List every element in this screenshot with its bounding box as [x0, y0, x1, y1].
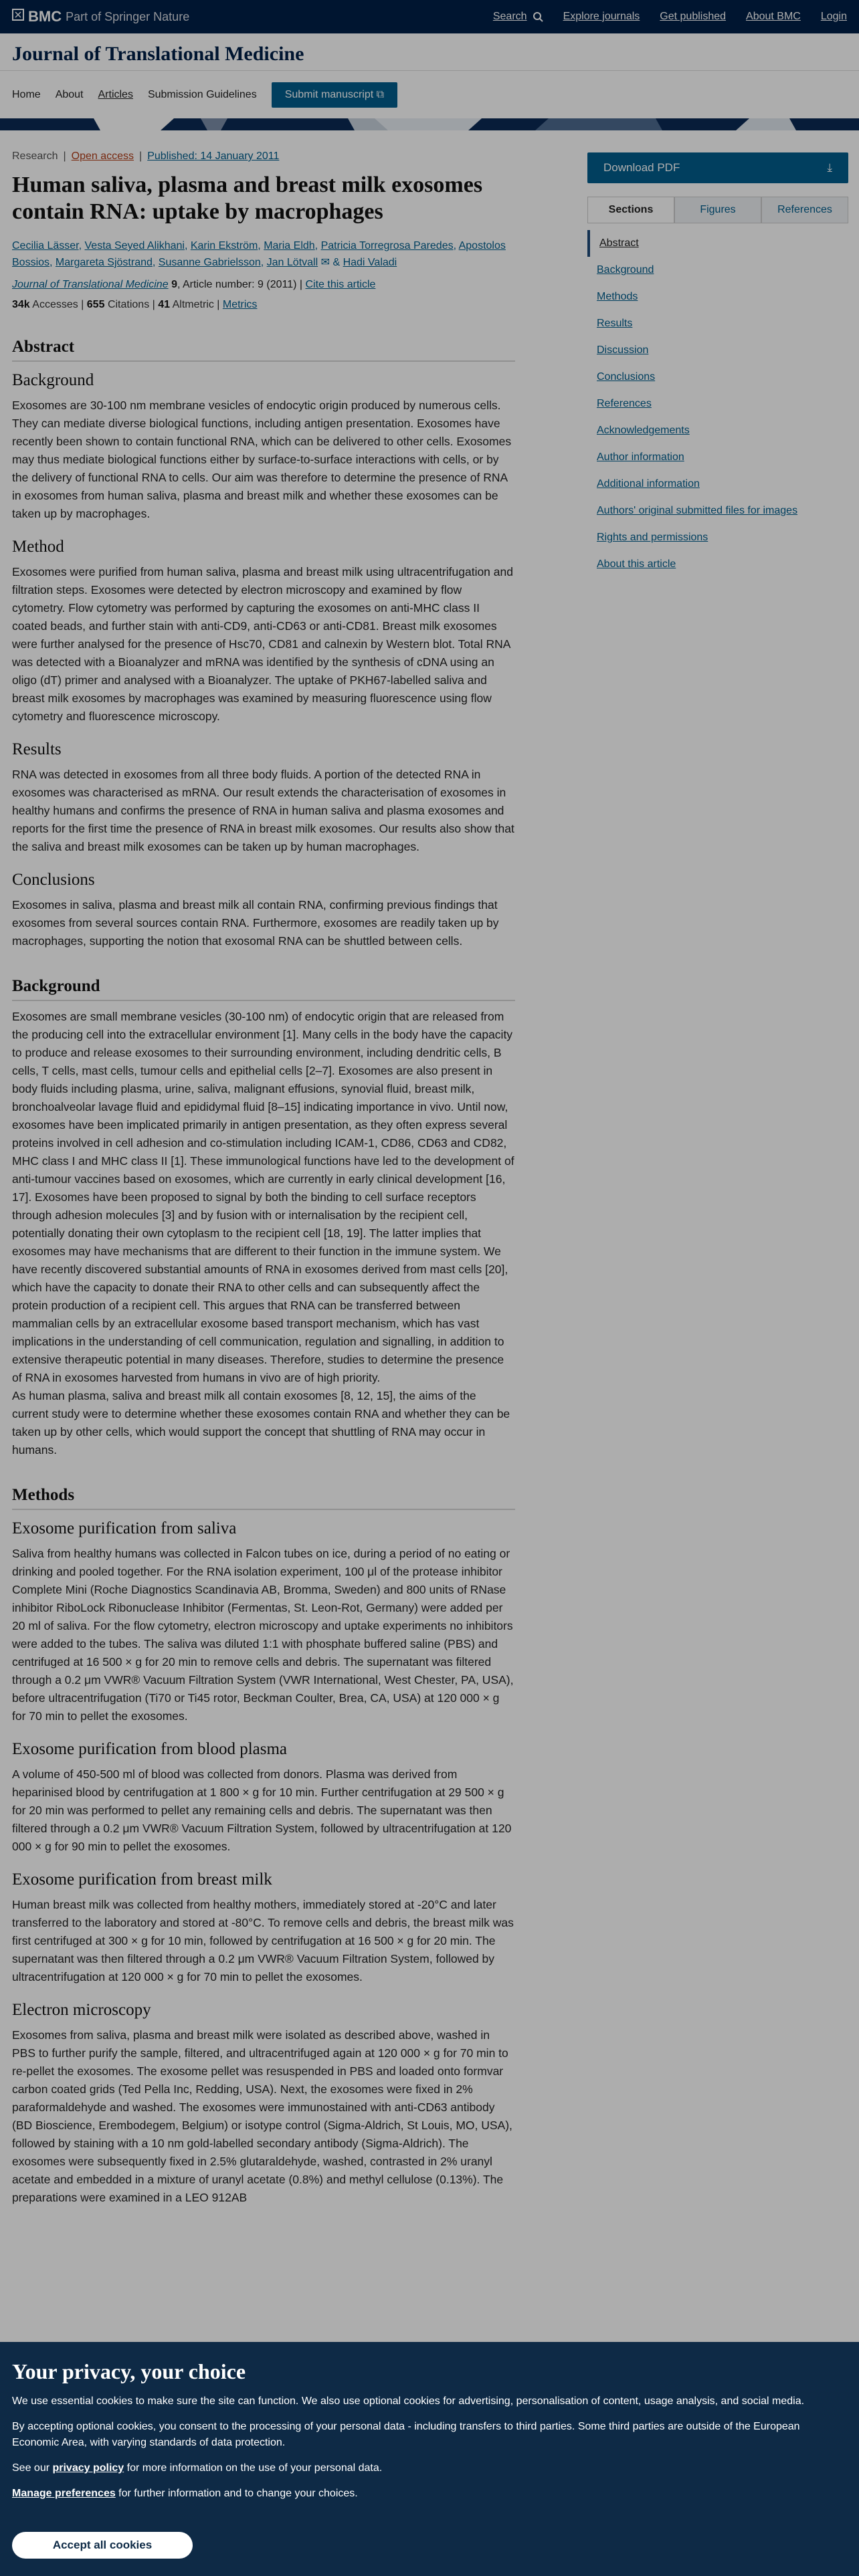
cookie-text-1: We use essential cookies to make sure the site can function. We also use optional cookies for advertising, personalisation of content, usage analysis, and social media.: [12, 2395, 805, 2407]
separator: |: [139, 150, 142, 162]
author-link[interactable]: Jan Lötvall: [266, 257, 318, 268]
logo-mark-icon: [12, 9, 24, 25]
search-label: Search: [492, 11, 527, 22]
abstract-method-text: Exosomes were purified from human saliva, plasma and breast milk using ultracentrifugation and filtration steps. Exosomes were detected by electron microscopy and examined by flow cytometry. Flow cytometry was performed by capturing the exosomes on anti-MHC class II coated beads, and further stain with anti-CD9, anti-CD63 or anti-CD81. Breast milk exosomes were further analysed for the presence of Hsc70, CD81 and calnexin by Western blot. Total RNA was detected with a Bioanalyzer and mRNA was identified by the synthesis of cDNA using an oligo (dT) primer and analysed with a Bioanalyzer. The uptake of PKH67-labelled saliva and breast milk exosomes by macrophages was examined by measuring fluorescence using flow cytometry and fluorescence microscopy.: [12, 565, 513, 723]
journal-banner: [0, 118, 859, 130]
author-link[interactable]: Susanne Gabrielsson: [158, 257, 261, 268]
methods-em-heading: Electron microscopy: [12, 2001, 151, 2019]
search-icon: [533, 11, 543, 22]
section-toc: [587, 230, 848, 578]
tab-figures[interactable]: Figures: [674, 197, 761, 223]
toc-item-about[interactable]: About this article: [597, 558, 676, 570]
background-text-2: As human plasma, saliva and breast milk all contain exosomes [8, 12, 15], the aims of the current study were to determine whether these exosomes contain RNA and whether they can be taken up by other cells, which would support the concept that shuttling of RNA may occur in humans.: [12, 1389, 510, 1457]
citation-line: [12, 279, 515, 291]
abstract-background-heading: Background: [12, 371, 94, 389]
top-nav: [493, 11, 847, 23]
toc-item-conclusions[interactable]: Conclusions: [597, 371, 656, 383]
journal-ref-link[interactable]: Journal of Translational Medicine: [12, 279, 169, 290]
journal-nav-articles[interactable]: Articles: [98, 89, 133, 100]
toc-item-acknowledgements[interactable]: Acknowledgements: [597, 425, 690, 436]
author-link[interactable]: Apostolos Bossios: [12, 240, 506, 268]
accept-all-cookies-button[interactable]: Accept all cookies: [12, 2532, 193, 2559]
cookie-text-4-post: for further information and to change your choices.: [115, 2488, 358, 2499]
cookie-text-3: [12, 2460, 847, 2476]
cookie-text-2: By accepting optional cookies, you consent to the processing of your personal data - including transfers to third parties. Some third parties are outside of the European Economic Area, with varying standards of data protection.: [12, 2421, 800, 2448]
author-link[interactable]: Cecilia Lässer: [12, 240, 79, 251]
tab-references[interactable]: References: [761, 197, 848, 223]
volume: 9: [171, 279, 177, 290]
manage-preferences-link[interactable]: Manage preferences: [12, 2488, 116, 2499]
separator: |: [63, 150, 66, 162]
journal-header: [0, 33, 859, 71]
journal-title[interactable]: Journal of Translational Medicine: [12, 43, 304, 65]
toc-item-rights[interactable]: Rights and permissions: [597, 532, 708, 543]
separator: |: [299, 279, 306, 290]
metrics-line: 34k Accesses | 655 Citations | 41 Altmetric | Metrics: [12, 299, 258, 310]
abstract-results-heading: Results: [12, 740, 62, 758]
methods-milk-text: Human breast milk was collected from healthy mothers, immediately stored at -20°C and later transferred to the laboratory and stored at -80°C. To remove cells and debris, the breast milk was first centrifuged at 300 × g for 10 min, followed by centrifugation at 16 500 × g for 20 min. The supernatant was then filtered through a 0.2 μm VWR® Vacuum Filtration System, followed by ultracentrifugation at 120 000 × g for 70 min to pellet the exosomes.: [12, 1898, 514, 1983]
article-meta-line: [12, 150, 515, 163]
methods-saliva-text: Saliva from healthy humans was collected in Falcon tubes on ice, during a period of no eating or drinking and pooled together. For the RNA isolation experiment, 100 μl of the protease inhibitor Complete Mini (Roche Diagnostics Scandinavia AB, Bromma, Sweden) and 800 units of RNase inhibitor RiboLock Ribonuclease Inhibitor (Fermentas, St. Leon-Rot, Germany) were added per 20 ml of saliva. For the flow cytometry, electron microscopy and uptake experiments no inhibitors were added to the tubes. The saliva was diluted 1:1 with phosphate buffered saline (PBS) and centrifuged at 16 500 × g for 20 min to remove cells and debris. The supernatant was filtered through a 0.2 μm VWR® Vacuum Filtration System (VWR International, West Chester, PA, USA), before ultracentrifugation (Ti70 or Ti45 rotor, Beckman Coulter, Brea, CA, USA) at 120 000 × g for 70 min to pellet the exosomes.: [12, 1547, 514, 1723]
toc-item-author-information[interactable]: Author information: [597, 451, 684, 463]
cookie-text-4: [12, 2486, 847, 2502]
cite-this-article-link[interactable]: Cite this article: [305, 279, 376, 290]
accesses-count: 34k: [12, 299, 30, 310]
publisher-text: Part of Springer Nature: [66, 9, 190, 23]
citations-label: Citations: [107, 299, 150, 310]
author-link[interactable]: Maria Eldh: [264, 240, 315, 251]
author-link[interactable]: Patricia Torregrosa Paredes: [320, 240, 454, 251]
search-button[interactable]: [493, 11, 543, 23]
toc-item-methods[interactable]: Methods: [597, 291, 638, 302]
nav-explore-journals[interactable]: Explore journals: [563, 11, 640, 22]
toc-item-additional-information[interactable]: Additional information: [597, 478, 700, 490]
open-access-link[interactable]: Open access: [71, 150, 134, 162]
download-pdf-button[interactable]: [587, 152, 848, 183]
methods-saliva-heading: Exosome purification from saliva: [12, 1519, 237, 1537]
author-link[interactable]: Vesta Seyed Alikhani: [84, 240, 185, 251]
background-text: Exosomes are small membrane vesicles (30-100 nm) of endocytic origin that are released from the producing cell into the extracellular environment [1]. Many cells in the body have the capacity to produce and release exosomes to their surrounding environment, including dendritic cells, B cells, T cells, mast cells, tumour cells and epithelial cells [2–7]. Exosomes are also present in body fluids including plasma, urine, saliva, malignant effusions, synovial fluid, breast milk, bronchoalveolar lavage fluid and epididymal fluid [8–15] indicating importance in vivo. Until now, exosomes have been implicated primarily in antigen presentation, as they often express several proteins involved in cell adhesion and co-stimulation including ICAM-1, CD86, CD63 and CD82, MHC class I and MHC class II [1]. These immunological functions have led to the development of anti-tumour vaccines based on exosomes, which are currently in early clinical development [16, 17]. Exosomes have been proposed to signal by both the binding to cell surface receptors through adhesion molecules [3] and by fusion with or internalisation by the recipient cell, potentially donating their own cytoplasm to the recipient cell [18, 19]. The latter implies that exosomes may have mechanisms that are different to their function in the immune system. We have recently discovered substantial amounts of RNA in exosomes derived from mast cells [20], which have the capacity to donate their RNA to other cells and can subsequently affect the protein production of a recipient cell. This argues that RNA can be transferred between mammalian cells by an extracellular exosome based transport mechanism, which has vast implications in the understanding of cell communication, regulation and signalling, in addition to extensive therapeutic potential in many diseases. Therefore, studies to determine the presence of RNA in exosomes harvested from humans in vivo are of high priority.: [12, 1010, 514, 1384]
toc-item-original-files[interactable]: Authors' original submitted files for images: [597, 505, 798, 516]
toc-item-abstract[interactable]: Abstract: [587, 230, 848, 257]
article-main: [12, 150, 515, 2207]
nav-login[interactable]: Login: [820, 11, 847, 22]
toc-item-background[interactable]: Background: [597, 264, 654, 276]
methods-heading: Methods: [12, 1486, 515, 1510]
methods-plasma-text: A volume of 450-500 ml of blood was collected from donors. Plasma was derived from heparinised blood by centrifugation at 1 800 × g for 10 min. Further centrifugation at 29 500 × g for 20 min was performed to pellet any remaining cells and debris. The supernatant was then filtered through a 0.2 μm VWR® Vacuum Filtration System, followed by ultracentrifugation at 120 000 × g for 90 min to pellet the exosomes.: [12, 1767, 512, 1853]
toc-item-references[interactable]: References: [597, 398, 652, 409]
privacy-policy-link[interactable]: privacy policy: [52, 2462, 124, 2474]
author-link[interactable]: Margareta Sjöstrand: [55, 257, 153, 268]
published-date[interactable]: Published: 14 January 2011: [147, 150, 280, 162]
sidebar: [587, 152, 848, 578]
submit-manuscript-button[interactable]: [272, 82, 397, 108]
journal-nav-home[interactable]: Home: [12, 89, 41, 100]
abstract-heading: Abstract: [12, 338, 515, 362]
background-heading: Background: [12, 977, 515, 1001]
bmc-logo[interactable]: [12, 8, 189, 25]
methods-milk-heading: Exosome purification from breast milk: [12, 1870, 272, 1889]
nav-get-published[interactable]: Get published: [660, 11, 727, 22]
abstract-background-text: Exosomes are 30-100 nm membrane vesicles of endocytic origin produced by numerous cells. They can mediate diverse biological functions, including antigen presentation. Exosomes have recently been shown to contain functional RNA, which can be delivered to other cells. Exosomes may thus mediate biological functions either by surface-to-surface interactions with cells, or by the delivery of functional RNA to cells. Our aim was therefore to determine the presence of RNA in exosomes from human saliva, plasma and breast milk and whether these exosomes can be taken up by macrophages.: [12, 399, 512, 520]
accesses-label: Accesses: [32, 299, 78, 310]
journal-nav-about[interactable]: About: [55, 89, 84, 100]
toc-item-results[interactable]: Results: [597, 318, 633, 329]
cookie-text-3-pre: See our: [12, 2462, 53, 2474]
toc-item-discussion[interactable]: Discussion: [597, 344, 649, 356]
journal-nav-guidelines[interactable]: Submission Guidelines: [147, 89, 257, 100]
author-link[interactable]: Karin Ekström: [190, 240, 258, 251]
article-title: Human saliva, plasma and breast milk exosomes contain RNA: uptake by macrophages: [12, 173, 483, 224]
abstract-conclusions-heading: Conclusions: [12, 871, 95, 889]
altmetric-label: Altmetric: [172, 299, 214, 310]
sidebar-tabs: [587, 197, 848, 223]
abstract-results-text: RNA was detected in exosomes from all three body fluids. A portion of the detected RNA in exosomes was characterised as mRNA. Our result extends the characterisation of exosomes in healthy humans and confirms the presence of RNA in human saliva and plasma exosomes and reports for the first time the presence of RNA in breast milk exosomes. Our results also show that the saliva and breast milk exosomes can be taken up by human macrophages.: [12, 768, 514, 853]
author-list: Cecilia Lässer, Vesta Seyed Alikhani, Karin Ekström, Maria Eldh, Patricia Torregrosa Paredes, Apostolos Bossios, Margareta Sjöstrand, Susanne Gabrielsson, Jan Lötvall ✉ & Hadi Valadi: [12, 240, 506, 268]
article-number: , Article number: 9 (2011): [177, 279, 297, 290]
logo-text: BMC: [28, 8, 62, 25]
tab-sections[interactable]: Sections: [587, 197, 674, 223]
citations-count: 655: [86, 299, 105, 310]
methods-plasma-heading: Exosome purification from blood plasma: [12, 1740, 288, 1758]
altmetric-count: 41: [158, 299, 171, 310]
top-bar: [0, 0, 859, 33]
abstract-conclusions-text: Exosomes in saliva, plasma and breast milk all contain RNA, confirming previous findings that exosomes from several sources contain RNA. Furthermore, exosomes are readily taken up by macrophages, supporting the notion that exosomal RNA can be shuttled between cells.: [12, 898, 499, 948]
journal-nav: [0, 72, 859, 118]
nav-about-bmc[interactable]: About BMC: [746, 11, 801, 22]
external-link-icon: ⧉: [376, 89, 385, 100]
methods-em-text: Exosomes from saliva, plasma and breast milk were isolated as described above, washed in PBS to further purify the sample, filtered, and ultracentrifuged again at 120 000 × g for 70 min to re-pellet the exosomes. The exosome pellet was resuspended in PBS and loaded onto formvar carbon coated grids (Ted Pella Inc, Redding, USA). Next, the exosomes were fixed in 2% paraformaldehyde and washed. The exosomes were immunostained with anti-CD63 antibody (BD Bioscience, Erembodegem, Belgium) or isotype control (Sigma-Aldrich, St Louis, MO, USA), followed by staining with a 10 nm gold-labelled secondary antibody (Sigma-Aldrich). The exosomes were subsequently fixed in 2.5% glutaraldehyde, washed, contrasted in 2% uranyl acetate and embedded in a mixture of uranyl acetate (0.8%) and methyl cellulose (0.13%). The preparations were examined in a LEO 912AB: [12, 2028, 512, 2204]
cookie-title: Your privacy, your choice: [12, 2359, 246, 2383]
article-type: Research: [12, 150, 58, 162]
mail-icon[interactable]: ✉: [320, 257, 330, 268]
abstract-method-heading: Method: [12, 538, 64, 556]
download-label: Download PDF: [603, 161, 680, 174]
author-link[interactable]: Hadi Valadi: [343, 257, 397, 268]
cookie-text-3-post: for more information on the use of your personal data.: [124, 2462, 383, 2474]
metrics-link[interactable]: Metrics: [222, 299, 258, 310]
download-icon: ⤓: [827, 161, 832, 174]
submit-label: Submit manuscript: [284, 89, 374, 100]
